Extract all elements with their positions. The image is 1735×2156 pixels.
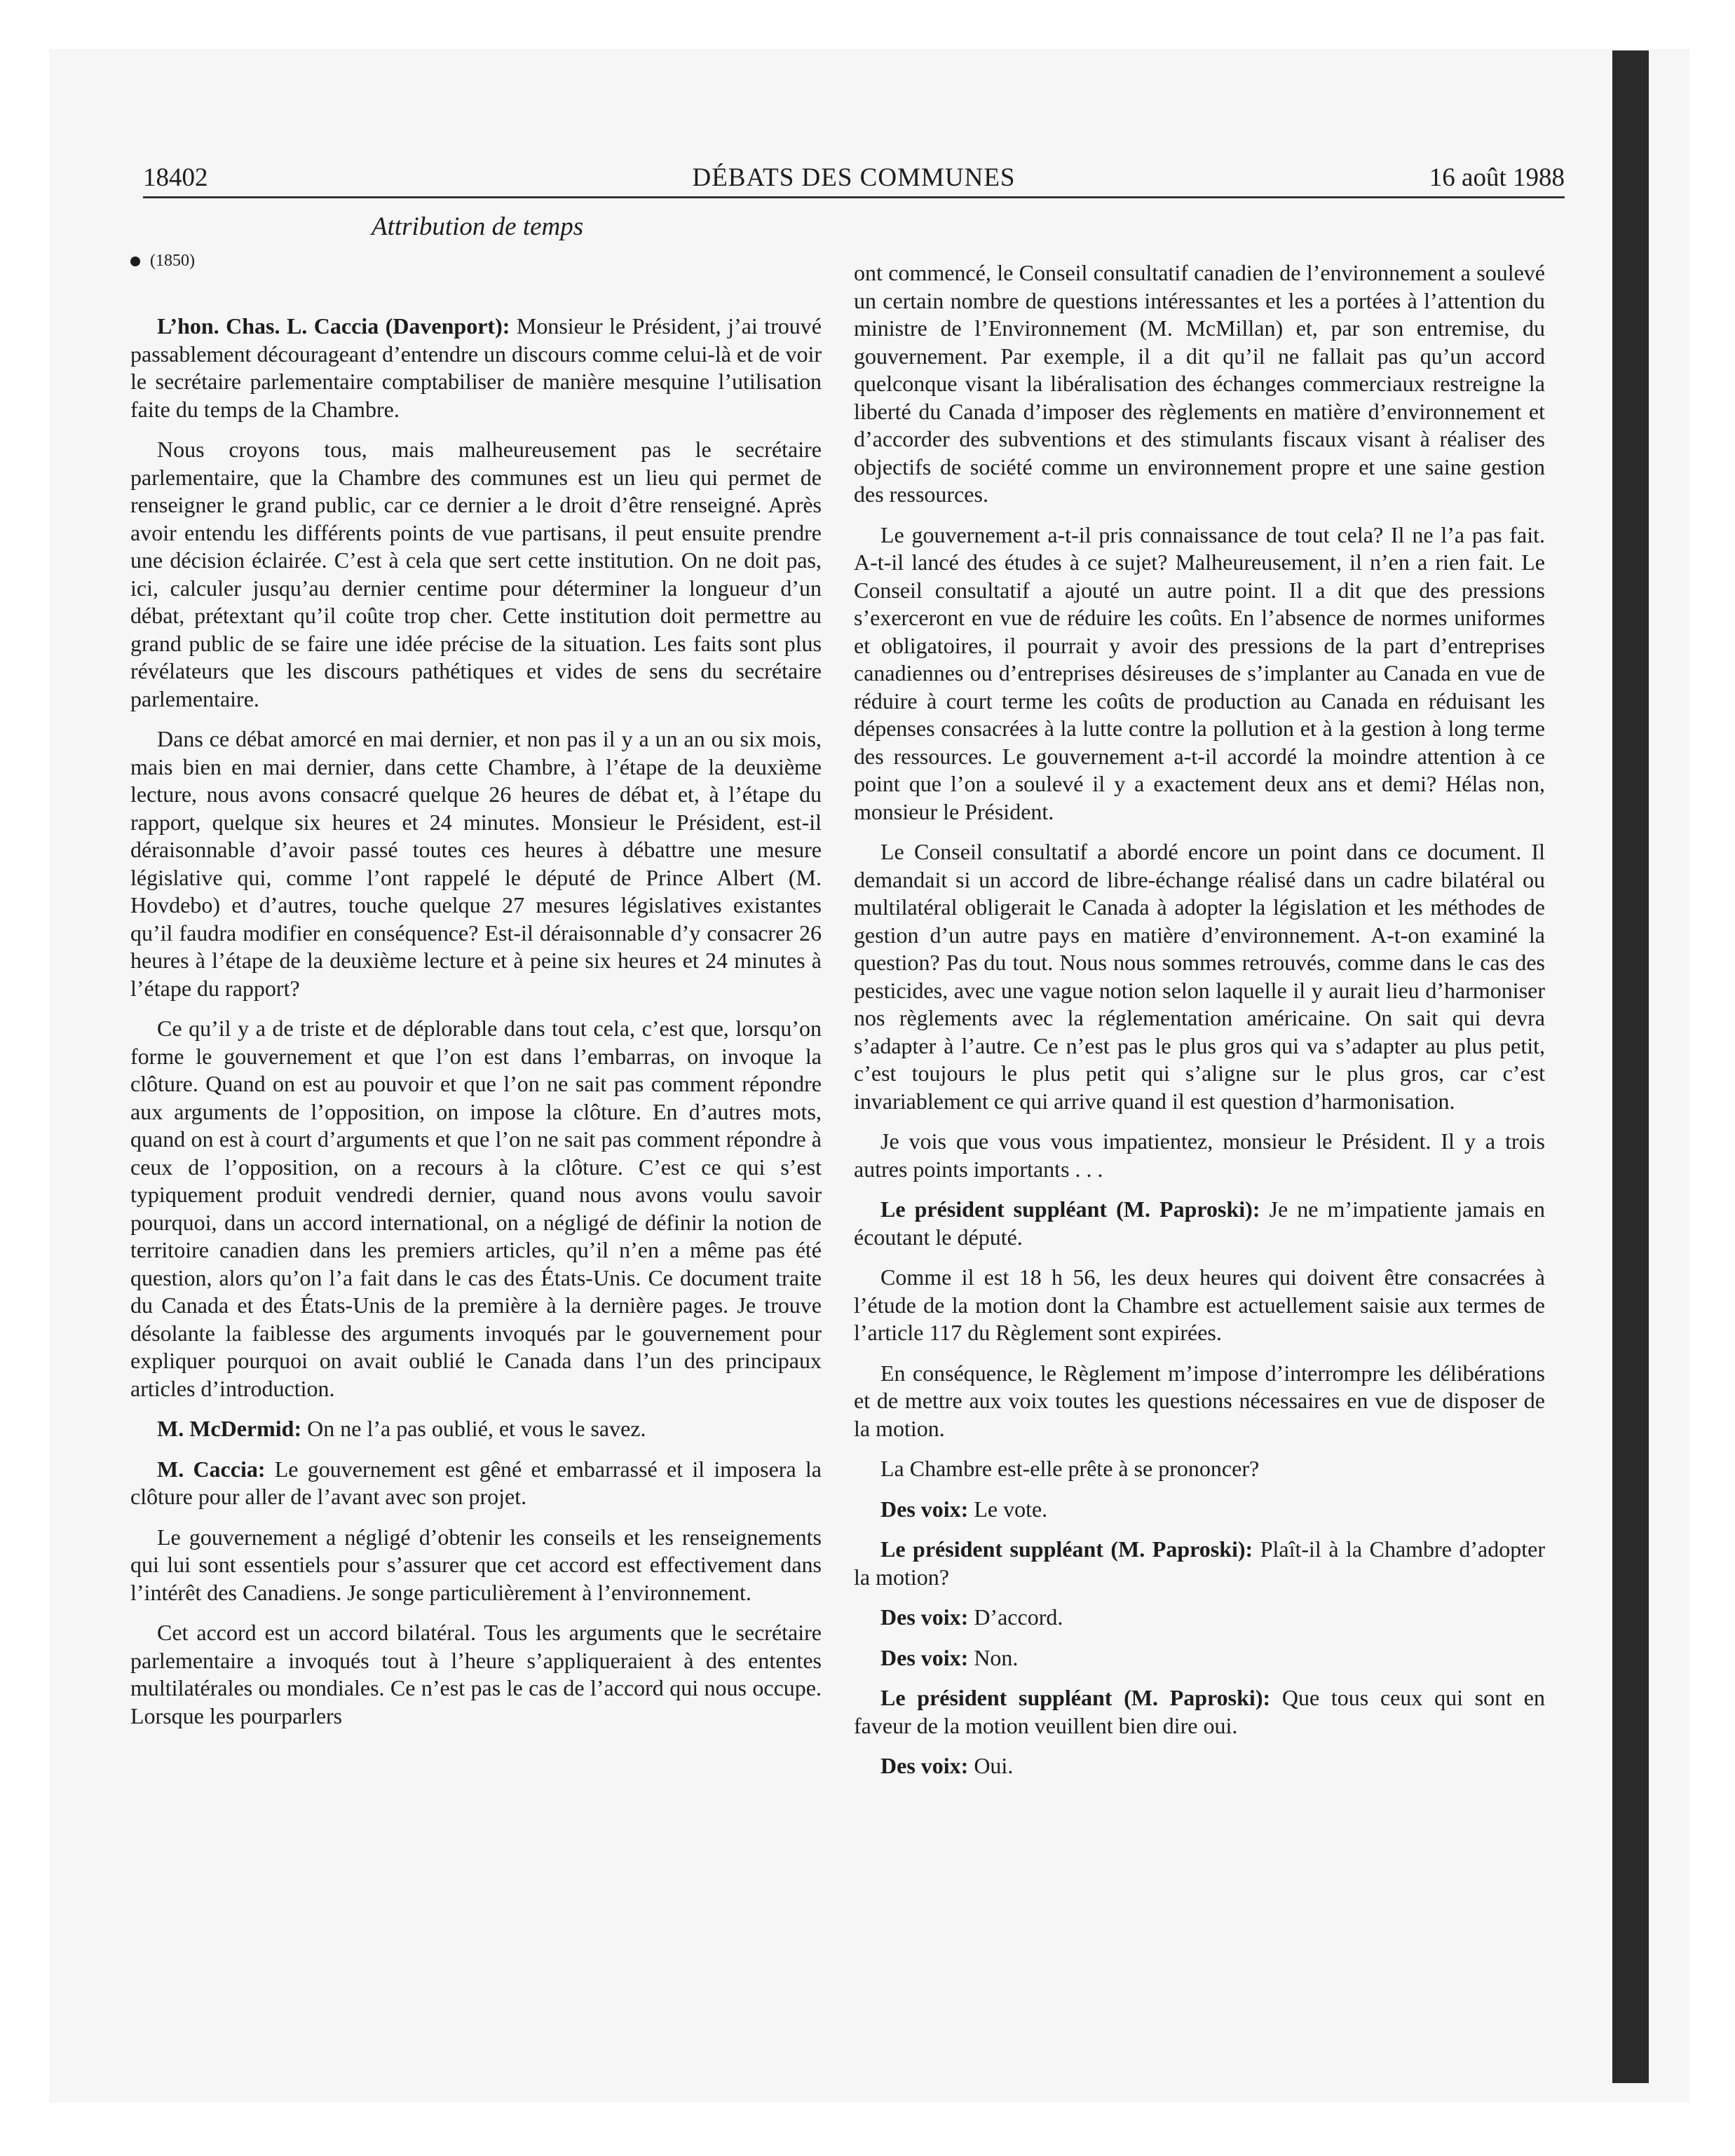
paragraph bbox=[854, 838, 1545, 1115]
paragraph-text: On ne l’a pas oublié, et vous le savez. bbox=[301, 1416, 646, 1441]
paragraph-text: Comme il est 18 h 56, les deux heures qui doivent être consacrées à l’étude de la motion dont la Chambre est actuellement saisie aux termes de l’article 117 du Règlement sont expirées. bbox=[854, 1264, 1545, 1345]
timestamp-text: (1850) bbox=[150, 252, 195, 270]
paragraph-text: Ce qu’il y a de triste et de déplorable dans tout cela, c’est que, lorsqu’on forme le gouvernement et que l’on est dans l’embarras, on invoque la clôture. Quand on est au pouvoir et que l’on ne sait pas comment répondre aux arguments de l’opposition, on impose la clôture. En d’autres mots, quand on est à court d’arguments et que l’on ne sait pas comment répondre à ceux de l’opposition, on a recours à la clôture. C’est ce qui s’est typiquement produit vendredi dernier, quand nous avons voulu savoir pourquoi, dans un accord international, on a négligé de définir la notion de territoire canadien dans les premiers articles, qu’il n’en a même pas été question, alors qu’on l’a fait dans le cas des États-Unis. Ce document traite du Canada et des États-Unis de la première à la dernière pages. Je trouve désolante la faiblesse des arguments invoqués par le gouvernement pour expliquer pourquoi on avait oublié le Canada dans l’un des principaux articles d’introduction. bbox=[130, 1016, 822, 1401]
speaker-name: Le président suppléant (M. Paproski): bbox=[880, 1196, 1260, 1222]
paragraph-text: En conséquence, le Règlement m’impose d’interrompre les délibérations et de mettre aux voix toutes les questions nécessaires en vue de disposer de la motion. bbox=[854, 1360, 1545, 1441]
paragraph-text: Dans ce débat amorcé en mai dernier, et non pas il y a un an ou six mois, mais bien en mai dernier, dans cette Chambre, à l’étape de la deuxième lecture, nous avons consacré quelque 26 heures de débat et, à l’étape du rapport, quelque six heures et 24 minutes. Monsieur le Président, est-il déraisonnable d’avoir passé toutes ces heures à débattre une mesure législative qui, comme l’ont rappelé le député de Prince Albert (M. Hovdebo) et d’autres, touche quelque 27 mesures législatives existantes qu’il faudra modifier en conséquence? Est-il déraisonnable d’y consacrer 26 heures à l’étape de la deuxième lecture et à peine six heures et 24 minutes à l’étape du rapport? bbox=[130, 726, 822, 1001]
scan-edge-bar bbox=[1612, 50, 1649, 2083]
paragraph bbox=[854, 1644, 1545, 1672]
paragraph-text: Non. bbox=[968, 1644, 1019, 1670]
paragraph-text: Le Conseil consultatif a abordé encore un point dans ce document. Il demandait si un accord de libre-échange réalisé dans un cadre bilatéral ou multilatéral obligerait le Canada à adopter la législation et les méthodes de gestion d’un autre pays en matière d’environnement. A-t-on examiné la question? Pas du tout. Nous nous sommes retrouvés, comme dans le cas des pesticides, avec une vague notion selon laquelle il y aurait lieu d’harmoniser nos règlements avec la réglementation américaine. On sait qui devra s’adapter à l’autre. Ce n’est pas le plus gros qui va s’adapter au plus petit, c’est toujours le plus petit qui s’aligne sur le plus gros, car c’est invariablement ce qui arrive quand il est question d’harmonisation. bbox=[854, 839, 1545, 1114]
paragraph-text: Je ne m’impatiente jamais en écoutant le député. bbox=[854, 1196, 1546, 1250]
paragraph bbox=[854, 1604, 1545, 1632]
speaker-name: Le président suppléant (M. Paproski): bbox=[880, 1685, 1271, 1710]
paragraph bbox=[854, 259, 1545, 509]
paragraph bbox=[130, 1415, 822, 1443]
speaker-name: M. McDermid: bbox=[157, 1416, 302, 1441]
paragraph bbox=[130, 1015, 822, 1403]
left-column bbox=[130, 313, 822, 1742]
paragraph bbox=[854, 1196, 1545, 1251]
paragraph-text: Nous croyons tous, mais malheureusement pas le secrétaire parlementaire, que la Chambre des communes est un lieu qui permet de renseigner le grand public, car ce dernier a le droit d’être renseigné. Après avoir entendu les différents points de vue partisans, il peut ensuite prendre une décision éclairée. C’est à cela que sert cette institution. On ne doit pas, ici, calculer jusqu’au dernier centime pour déterminer la longueur d’un débat, prétextant qu’il coûte trop cher. Cette institution doit permettre au grand public de se faire une idée précise de la situation. Les faits sont plus révélateurs que les discours pathétiques et vides de sens du secrétaire parlementaire. bbox=[130, 437, 822, 711]
paragraph bbox=[130, 1524, 822, 1607]
paragraph bbox=[854, 1360, 1545, 1443]
paragraph bbox=[854, 1496, 1545, 1524]
speaker-name: Des voix: bbox=[880, 1753, 969, 1778]
paragraph bbox=[130, 436, 822, 713]
speaker-name: Des voix: bbox=[880, 1496, 969, 1522]
page-date: 16 août 1988 bbox=[1429, 163, 1565, 192]
paragraph bbox=[130, 1456, 822, 1511]
paragraph-text: Que tous ceux qui sont en faveur de la motion veuillent bien dire oui. bbox=[854, 1685, 1546, 1738]
paragraph bbox=[854, 1455, 1545, 1483]
paragraph-text: Le vote. bbox=[968, 1496, 1048, 1522]
paragraph-text: ont commencé, le Conseil consultatif canadien de l’environnement a soulevé un certain nombre de questions intéressantes et les a portées à l’attention du ministre de l’Environnement (M. McMillan) et, par son entremise, du gouvernement. Par exemple, il a dit qu’il ne fallait pas qu’un accord quelconque visant la libéralisation des échanges commerciaux restreigne la liberté du Canada d’imposer des règlements en matière d’environnement et d’accorder des subventions et des stimulants fiscaux visant à réaliser des objectifs de société comme un environnement propre et une saine gestion des ressources. bbox=[854, 260, 1545, 507]
page-header bbox=[143, 160, 1565, 198]
paragraph bbox=[130, 1619, 822, 1730]
paragraph-text: Cet accord est un accord bilatéral. Tous les arguments que le secrétaire parlementaire a invoqués tout à l’heure s’appliqueraient à des ententes multilatérales ou mondiales. Ce n’est pas le cas de l’accord qui nous occupe. Lorsque les pourparlers bbox=[130, 1620, 822, 1728]
speaker-name: M. Caccia: bbox=[157, 1456, 266, 1482]
paragraph-text: D’accord. bbox=[968, 1604, 1063, 1630]
paragraph bbox=[854, 1264, 1545, 1347]
speaker-name: Des voix: bbox=[880, 1604, 969, 1630]
paragraph bbox=[854, 1752, 1545, 1780]
speaker-name: Le président suppléant (M. Paproski): bbox=[880, 1536, 1253, 1562]
paragraph-text: Monsieur le Président, j’ai trouvé passablement décourageant d’entendre un discours comme celui-là et de voir le secrétaire parlementaire comptabiliser de manière mesquine l’utilisation faite du temps de la Chambre. bbox=[130, 313, 822, 422]
page-number: 18402 bbox=[143, 163, 208, 192]
bullet-icon bbox=[130, 257, 140, 266]
paragraph-text: Le gouvernement a négligé d’obtenir les conseils et les renseignements qui lui sont essentiels pour s’assurer que cet accord est effectivement dans l’intérêt des Canadiens. Je songe particulièrement à l’environnement. bbox=[130, 1524, 822, 1605]
paragraph bbox=[854, 521, 1545, 826]
paragraph bbox=[854, 1684, 1545, 1740]
paragraph-text: Le gouvernement a-t-il pris connaissance de tout cela? Il ne l’a pas fait. A-t-il lancé des études à ce sujet? Malheureusement, il n’en a rien fait. Le Conseil consultatif a ajouté un autre point. Il a dit que des pressions s’exerceront en vue de réduire les coûts. En l’absence de normes uniformes et obligatoires, il pourrait y avoir des pressions de la part d’entreprises canadiennes ou d’entreprises désireuses de s’implanter au Canada en vue de réduire à court terme les coûts de production au Canada en réduisant les dépenses consacrées à la lutte contre la pollution et à la gestion à long terme des ressources. Le gouvernement a-t-il accordé la moindre attention à ce point que l’on a soulevé il y a exactement deux ans et demi? Hélas non, monsieur le Président. bbox=[854, 521, 1545, 824]
paragraph-text: La Chambre est-elle prête à se prononcer? bbox=[880, 1456, 1260, 1481]
paragraph-text: Le gouvernement est gêné et embarrassé et il imposera la clôture pour aller de l’avant avec son projet. bbox=[130, 1456, 822, 1509]
paragraph bbox=[854, 1536, 1545, 1591]
paragraph-text: Oui. bbox=[968, 1753, 1014, 1778]
paragraph bbox=[130, 313, 822, 423]
paragraph bbox=[130, 725, 822, 1002]
speaker-name: L’hon. Chas. L. Caccia (Davenport): bbox=[157, 313, 510, 339]
publication-title: DÉBATS DES COMMUNES bbox=[692, 163, 1016, 192]
paragraph-text: Je vois que vous vous impatientez, monsieur le Président. Il y a trois autres points importants . . . bbox=[854, 1128, 1545, 1182]
timestamp-marker bbox=[130, 247, 195, 275]
speaker-name: Des voix: bbox=[880, 1644, 969, 1670]
section-title: Attribution de temps bbox=[372, 212, 584, 241]
paragraph bbox=[854, 1128, 1545, 1183]
paragraph-text: Plaît-il à la Chambre d’adopter la motion? bbox=[854, 1536, 1546, 1590]
right-column bbox=[854, 259, 1545, 1793]
